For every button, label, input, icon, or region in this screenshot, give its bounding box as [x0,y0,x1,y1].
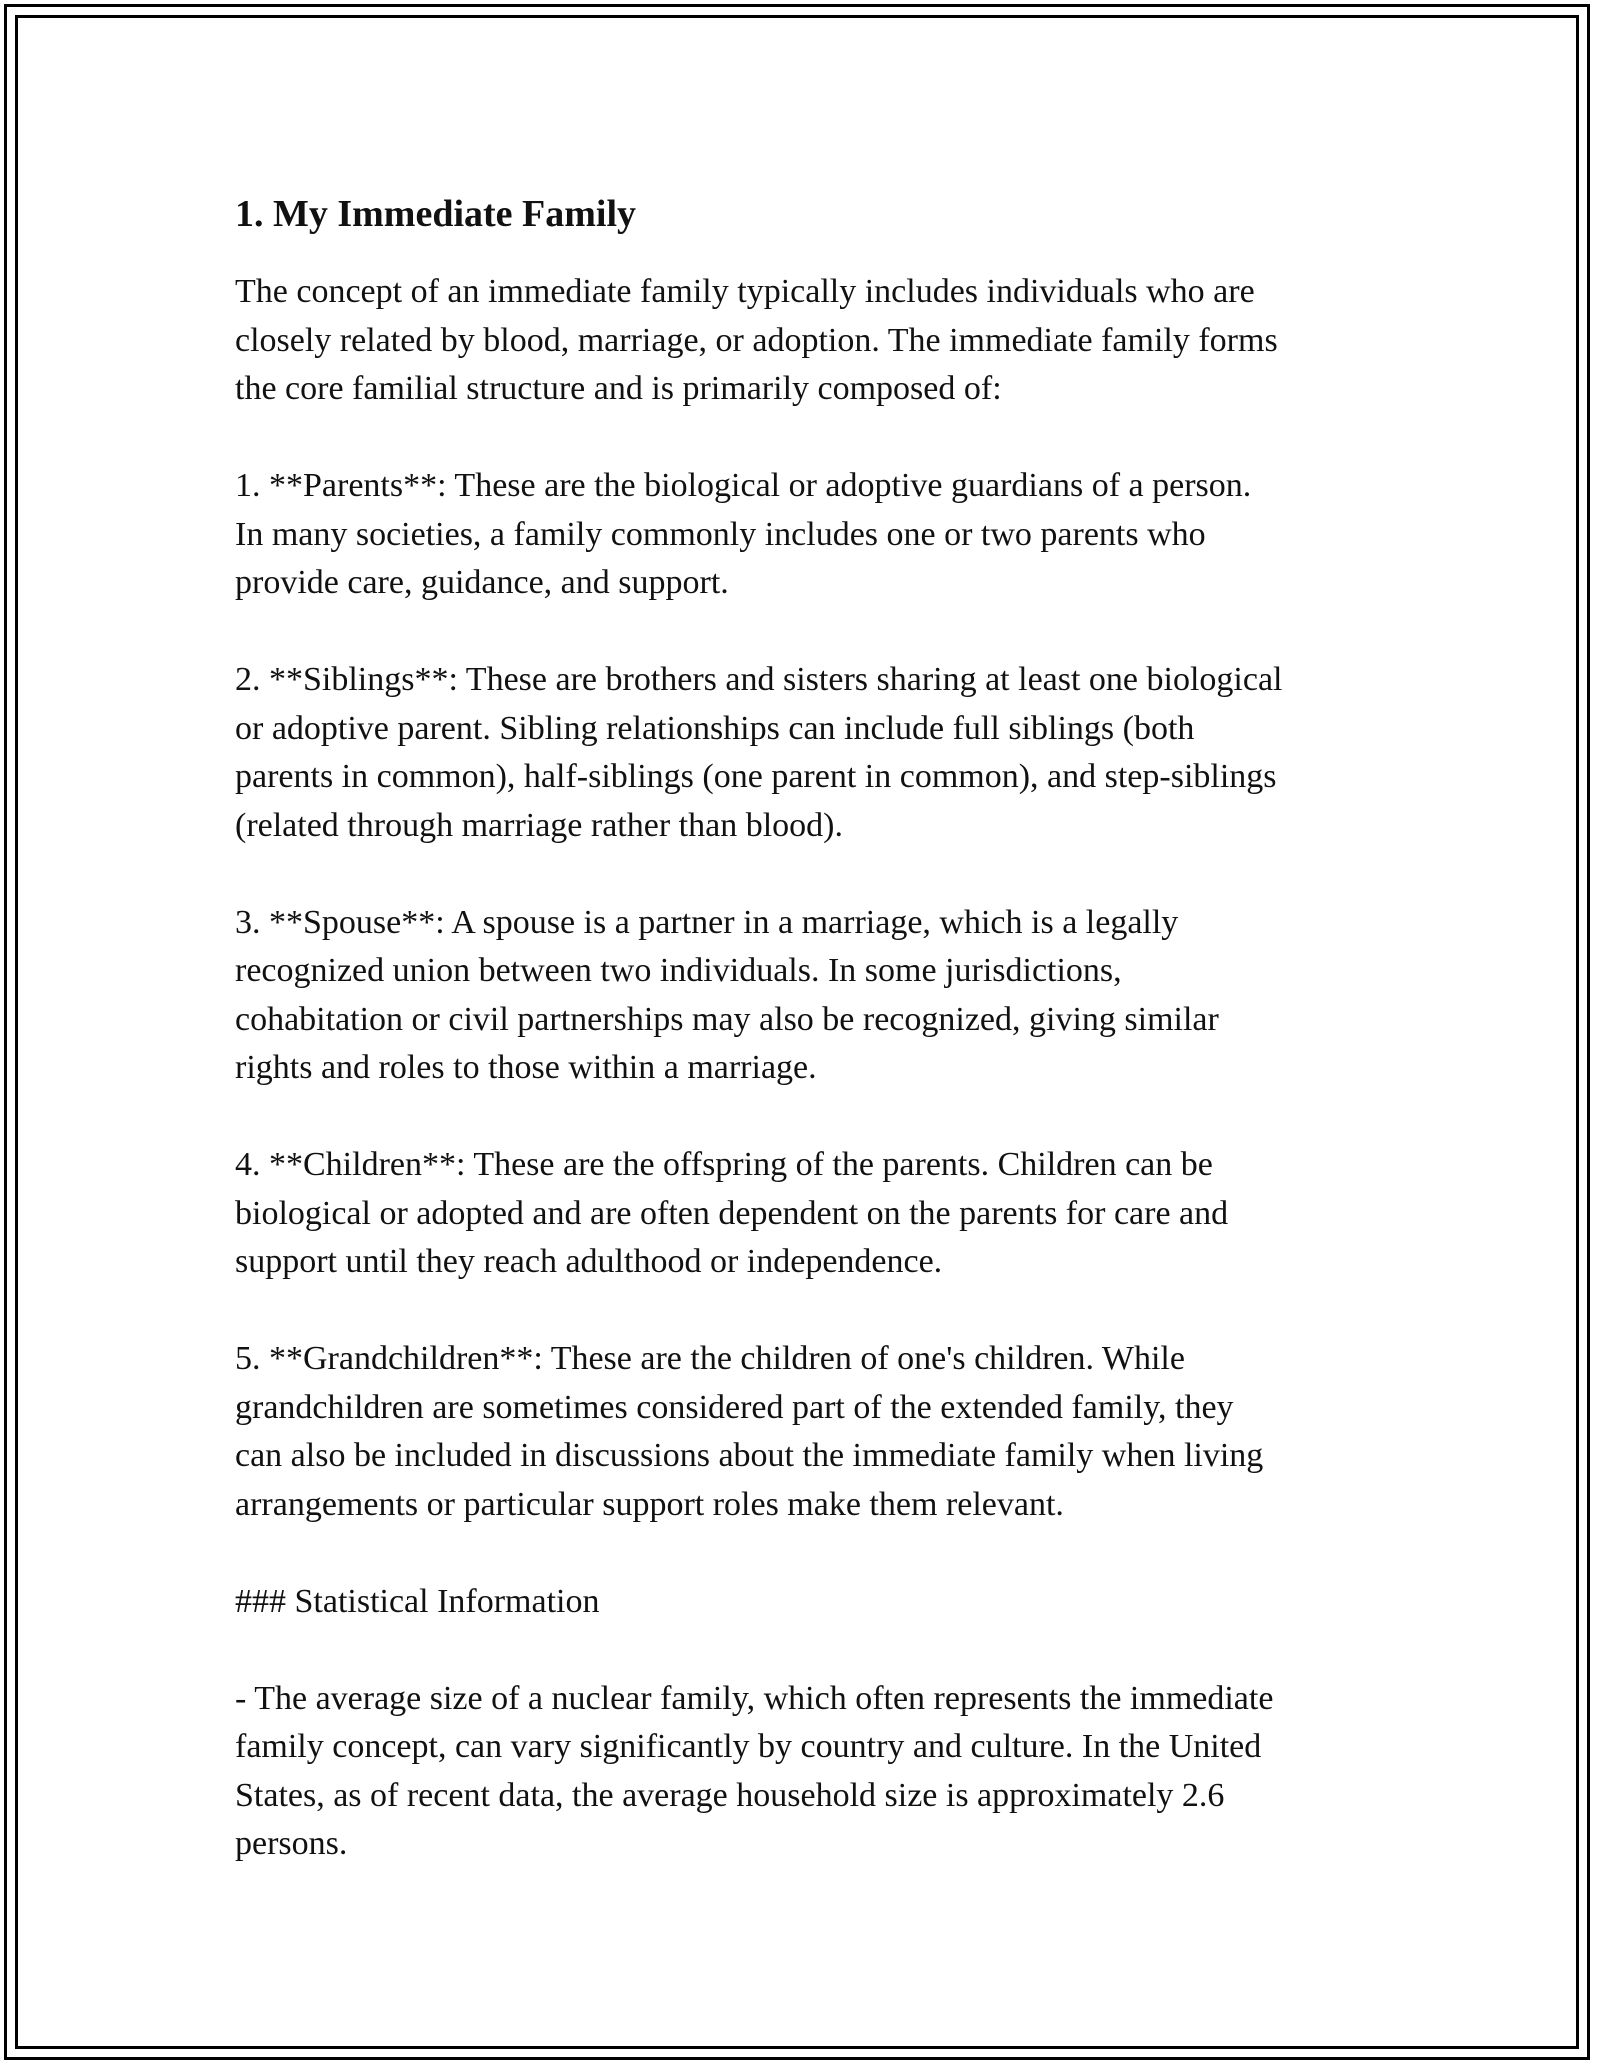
statistics-subheading: ### Statistical Information [235,1582,600,1620]
parents-paragraph: 1. **Parents**: These are the biological or adoptive guardians of a person. In many societies, a family commonly includes one or two parents who provide care, guidance, and support. [235,467,1252,601]
children-paragraph: 4. **Children**: These are the offspring of the parents. Children can be biological or adopted and are often dependent on the parents for care and support until they reach adulthood or independence. [235,1146,1229,1280]
siblings-paragraph: 2. **Siblings**: These are brothers and sisters sharing at least one biological or adoptive parent. Sibling relationships can include full siblings (both parents in common), half-siblings (one parent in common), and step-siblings (related through marriage rather than blood). [235,661,1283,844]
document-heading: 1. My Immediate Family [235,193,637,235]
document-body [235,188,1385,1917]
intro-paragraph: The concept of an immediate family typically includes individuals who are closely related by blood, marriage, or adoption. The immediate family forms the core familial structure and is primarily composed of: [235,273,1278,407]
grandchildren-paragraph: 5. **Grandchildren**: These are the children of one's children. While grandchildren are sometimes considered part of the extended family, they can also be included in discussions about the immediate family when living arrangements or particular support roles make them relevant. [235,1340,1264,1523]
statistics-paragraph: - The average size of a nuclear family, which often represents the immediate family concept, can vary significantly by country and culture. In the United States, as of recent data, the average household size is approximately 2.6 persons. [235,1679,1274,1862]
spouse-paragraph: 3. **Spouse**: A spouse is a partner in a marriage, which is a legally recognized union between two individuals. In some jurisdictions, cohabitation or civil partnerships may also be recognized, giving similar rights and roles to those within a marriage. [235,903,1219,1086]
